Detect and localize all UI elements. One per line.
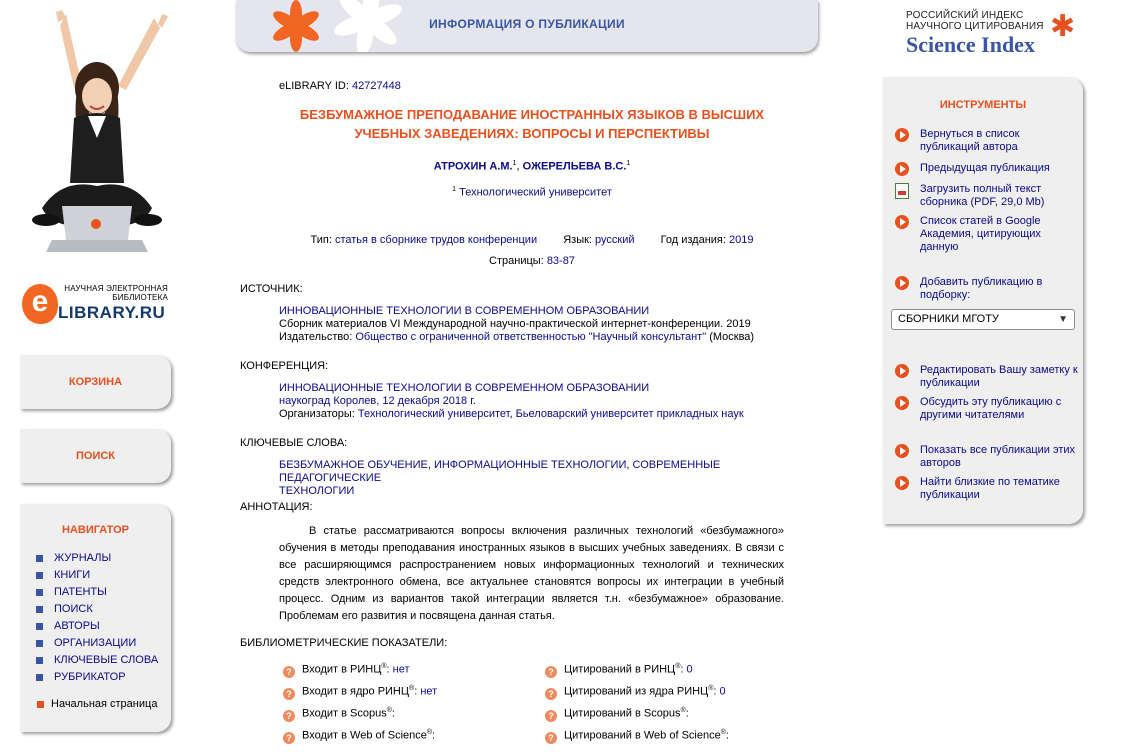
logo-wordmark: LIBRARY.RU [58,303,166,322]
nav-item-journals[interactable]: ЖУРНАЛЫ [36,550,158,567]
bullet-icon [36,674,43,681]
metric-core-cit: ? Цитирований из ядра РИНЦ®: 0 [545,685,726,700]
keyword-link-cont[interactable]: ТЕХНОЛОГИИ [279,485,355,497]
bibliometrics-heading: БИБЛИОМЕТРИЧЕСКИЕ ПОКАЗАТЕЛИ: [240,637,448,649]
conference-block: ИННОВАЦИОННЫЕ ТЕХНОЛОГИИ В СОВРЕМЕННОМ ОБРАЗОВАНИИ наукоград Королев, 12 декабря 2018 г. Организаторы: Технологический университет, Бьеловарский университет прикладных наук [238,382,826,421]
metric-rinc-in: ? Входит в РИНЦ®: нет [283,663,410,678]
arrow-right-icon [895,444,909,458]
nav-item-rubricator[interactable]: РУБРИКАТОР [36,669,158,686]
keyword-link[interactable]: БЕЗБУМАЖНОЕ ОБУЧЕНИЕ [279,459,428,471]
bullet-icon [36,623,43,630]
bullet-icon [36,555,43,562]
elibrary-id: eLIBRARY ID: 42727448 [279,80,401,92]
home-bullet-icon [37,701,44,708]
tool-previous[interactable]: Предыдущая публикация [895,162,1081,176]
conference-title-link[interactable]: ИННОВАЦИОННЫЕ ТЕХНОЛОГИИ В СОВРЕМЕННОМ ОБРАЗОВАНИИ [279,382,650,394]
source-block: ИННОВАЦИОННЫЕ ТЕХНОЛОГИИ В СОВРЕМЕННОМ ОБРАЗОВАНИИ Сборник материалов VI Международной научно-практической интернет-конференции. 2019 Издательство: Общество с ограниченной ответственностью "Научный консультант" (Москва) [238,305,826,344]
help-icon[interactable]: ? [545,688,557,700]
keyword-link[interactable]: СОВРЕМЕННЫЕ ПЕДАГОГИЧЕСКИЕ [279,459,721,484]
help-icon[interactable]: ? [283,710,295,722]
language-link[interactable]: русский [595,234,635,246]
nav-item-authors[interactable]: АВТОРЫ [36,618,158,635]
navigator-panel [20,504,171,732]
nav-item-home[interactable]: Начальная страница [36,696,158,713]
cart-button[interactable] [20,355,171,409]
publication-meta: Тип: статья в сборнике трудов конференции Язык: русский Год издания: 2019 [310,234,754,246]
search-label: ПОИСК [75,450,116,462]
elibrary-logo[interactable] [22,282,172,328]
type-link[interactable]: статья в сборнике трудов конференции [334,234,538,246]
chevron-down-icon: ▼ [1058,314,1068,325]
author-link[interactable]: АТРОХИН А.М. [433,160,513,173]
tool-back-to-author[interactable]: Вернуться в список публикаций автора [895,128,1081,154]
tool-similar[interactable]: Найти близкие по тематике публикации [895,476,1081,502]
tool-download-pdf[interactable]: Загрузить полный текст сборника (PDF, 29,0 Mb) [895,183,1081,209]
arrow-right-icon [895,396,909,410]
pdf-icon [895,183,909,199]
nav-item-search[interactable]: ПОИСК [36,601,158,618]
year-link[interactable]: 2019 [729,234,754,246]
cart-label: КОРЗИНА [68,376,123,388]
author-link[interactable]: ОЖЕРЕЛЬЕВА В.С. [522,160,627,173]
arrow-right-icon [895,364,909,378]
bullet-icon [36,572,43,579]
collection-select[interactable]: СБОРНИКИ МГОТУ ▼ [891,309,1075,330]
help-icon[interactable]: ? [283,688,295,700]
affiliation: $^1$ Технологический университет [452,186,612,199]
tools-panel [883,77,1083,524]
nav-item-patents[interactable]: ПАТЕНТЫ [36,584,158,601]
metric-scopus-cit: ? Цитирований в Scopus®: [545,707,689,722]
arrow-right-icon [895,276,909,290]
help-icon[interactable]: ? [545,710,557,722]
pages: Страницы: 83-87 [489,255,575,267]
nav-item-keywords[interactable]: КЛЮЧЕВЫЕ СЛОВА [36,652,158,669]
nav-item-books[interactable]: КНИГИ [36,567,158,584]
metric-wos-cit: ? Цитирований в Web of Science®: [545,729,729,744]
help-icon[interactable]: ? [545,732,557,744]
page-header [236,0,818,52]
metric-core-in: ? Входит в ядро РИНЦ®: нет [283,685,437,700]
abstract-text: В статье рассматриваются вопросы включения различных технологий «безбумажного» обучения в методы преподавания иностранных языков в высших учебных заведениях. В связи с все расширяющимся распространением новых информационных технологий и технических средств электронного обмена, все актуальнее становятся вопросы их интеграции в учебный процесс. Одним из вариантов такой интеграции является т.н. «безбумажное» образование. Проблемам его развития и посвящена данная статья. [279,525,784,622]
nav-item-organizations[interactable]: ОРГАНИЗАЦИИ [36,635,158,652]
keywords-heading: КЛЮЧЕВЫЕ СЛОВА: [240,437,348,449]
bullet-icon [36,589,43,596]
arrow-right-icon [895,128,909,142]
bullet-icon [36,657,43,664]
navigator-title: НАВИГАТОР [61,524,129,536]
asterisk-icon: ✱ [1050,10,1076,43]
help-icon[interactable]: ? [283,732,295,744]
tool-author-publications[interactable]: Показать все публикации этих авторов [895,444,1081,470]
tool-discuss[interactable]: Обсудить эту публикацию с другими читателями [895,396,1081,422]
tools-title: ИНСТРУМЕНТЫ [939,99,1027,111]
conference-heading: КОНФЕРЕНЦИЯ: [240,360,329,372]
help-icon[interactable]: ? [545,666,557,678]
abstract-heading: АННОТАЦИЯ: [240,501,313,513]
arrow-right-icon [895,162,909,176]
science-index-logo[interactable]: РОССИЙСКИЙ ИНДЕКС НАУЧНОГО ЦИТИРОВАНИЯ Science Index ✱ [906,10,1076,57]
publisher-link[interactable]: Общество с ограниченной ответственностью "Научный консультант" [355,331,707,343]
organizer-link[interactable]: Технологический университет [357,408,510,420]
search-button[interactable] [20,429,171,483]
article-title: БЕЗБУМАЖНОЕ ПРЕПОДАВАНИЕ ИНОСТРАННЫХ ЯЗЫКОВ В ВЫСШИХ УЧЕБНЫХ ЗАВЕДЕНИЯХ: ВОПРОСЫ И ПЕРСПЕКТИВЫ [299,107,765,141]
tool-google-scholar[interactable]: Список статей в Google Академия, цитирующих данную [895,215,1081,254]
logo-e-mark: e [22,284,58,324]
affiliation-link[interactable]: Технологический университет [459,186,612,199]
keywords-block: БЕЗБУМАЖНОЕ ОБУЧЕНИЕ, ИНФОРМАЦИОННЫЕ ТЕХНОЛОГИИ, СОВРЕМЕННЫЕ ПЕДАГОГИЧЕСКИЕ ТЕХНОЛОГИИ [238,459,786,498]
metric-rinc-cit: ? Цитирований в РИНЦ®: 0 [545,663,693,678]
conference-place-link[interactable]: наукоград Королев, 12 декабря 2018 г. [279,395,476,407]
navigator-list [36,550,158,713]
authors: АТРОХИН А.М.$^1$, ОЖЕРЕЛЬЕВА В.С.$^1$ [433,160,631,173]
hero-illustration [22,8,172,258]
tool-add-to-collection[interactable]: Добавить публикацию в подборку: [895,276,1081,302]
logo-tagline: НАУЧНАЯ ЭЛЕКТРОННАЯ БИБЛИОТЕКА [64,284,168,302]
bullet-icon [36,640,43,647]
pages-value: 83-87 [546,255,575,267]
help-icon[interactable]: ? [283,666,295,678]
keyword-link[interactable]: ИНФОРМАЦИОННЫЕ ТЕХНОЛОГИИ [433,459,627,471]
arrow-right-icon [895,476,909,490]
source-heading: ИСТОЧНИК: [240,283,303,295]
bullet-icon [36,606,43,613]
tool-edit-note[interactable]: Редактировать Вашу заметку к публикации [895,364,1081,390]
page-title: ИНФОРМАЦИЯ О ПУБЛИКАЦИИ [429,17,625,31]
arrow-right-icon [895,215,909,229]
source-title-link[interactable]: ИННОВАЦИОННЫЕ ТЕХНОЛОГИИ В СОВРЕМЕННОМ ОБРАЗОВАНИИ [279,305,650,317]
metric-wos-in: ? Входит в Web of Science®: [283,729,435,744]
metric-scopus-in: ? Входит в Scopus®: [283,707,395,722]
elibrary-id-value[interactable]: 42727448 [351,80,401,92]
organizer-link[interactable]: Бьеловарский университет прикладных наук [515,408,744,420]
